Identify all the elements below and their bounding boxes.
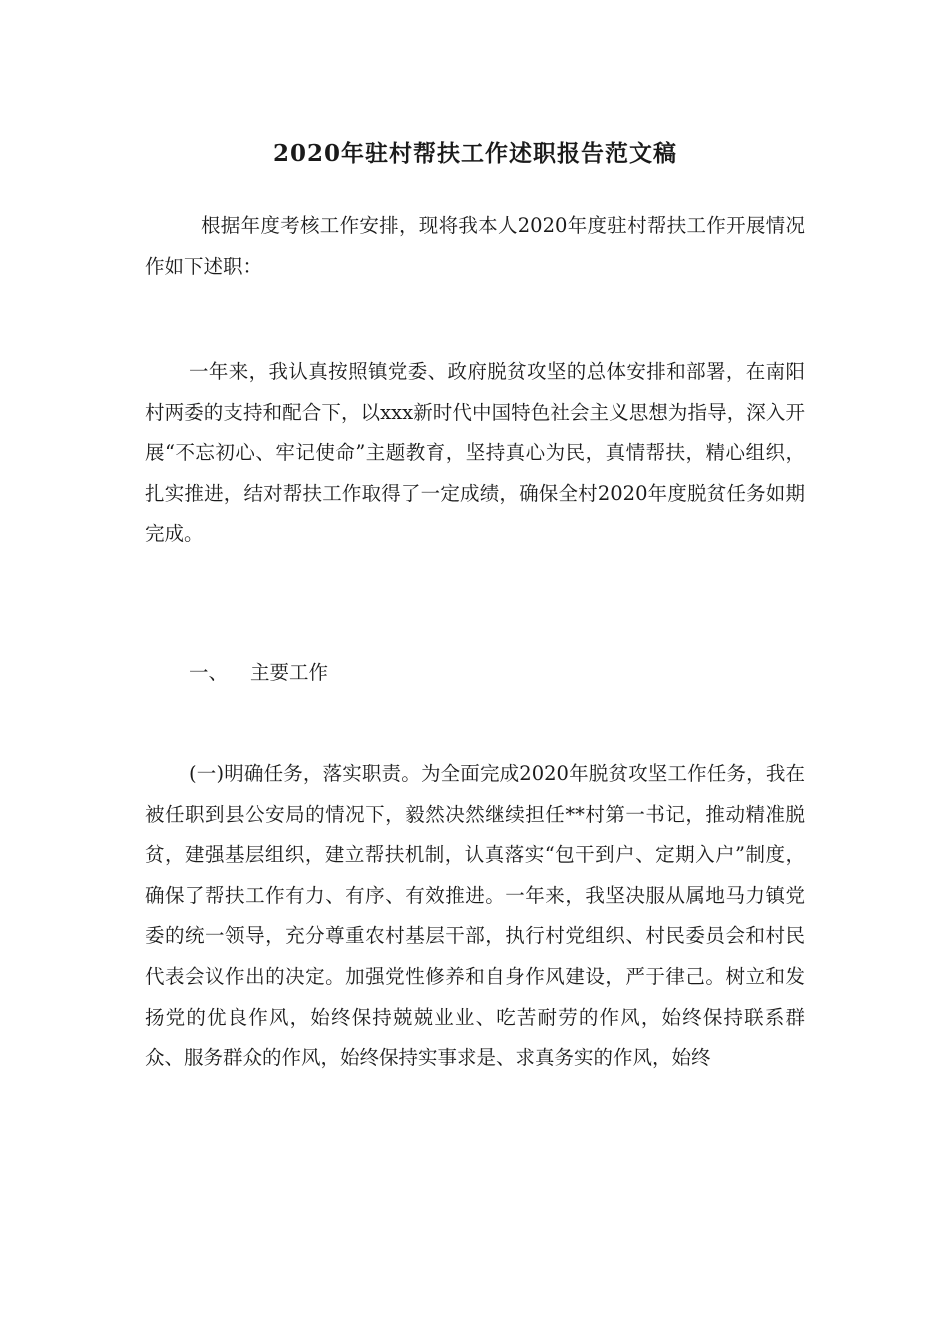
document-title: 2020年驻村帮扶工作述职报告范文稿 [272, 140, 677, 167]
section-one-body-paragraph: (一)明确任务，落实职责。为全面完成2020年脱贫攻坚工作任务，我在被任职到县公安局的情况下，毅然决然继续担任**村第一书记，推动精准脱贫，建强基层组织，建立帮扶机制，认真落实“包干到户、定期入户”制度，确保了帮扶工作有力、有序、有效推进。一年来，我坚决服从属地马力镇党委的统一领导，充分尊重农村基层干部，执行村党组织、村民委员会和村民代表会议作出的决定。加强党性修养和自身作风建设，严于律己。树立和发扬党的优良作风，始终保持兢兢业业、吃苦耐劳的作风，始终保持联系群众、服务群众的作风，始终保持实事求是、求真务实的作风，始终 [145, 762, 805, 1070]
year-summary-paragraph: 一年来，我认真按照镇党委、政府脱贫攻坚的总体安排和部署，在南阳村两委的支持和配合下，以xxx新时代中国特色社会主义思想为指导，深入开展“不忘初心、牢记使命”主题教育，坚持真心为民，真情帮扶，精心组织，扎实推进，结对帮扶工作取得了一定成绩，确保全村2020年度脱贫任务如期完成。 [145, 360, 805, 546]
section-one-title: 主要工作 [250, 661, 329, 684]
intro-paragraph: 根据年度考核工作安排，现将我本人2020年度驻村帮扶工作开展情况作如下述职： [145, 214, 805, 278]
section-one-number: 一、 [189, 661, 229, 684]
section-one-heading [145, 653, 805, 694]
